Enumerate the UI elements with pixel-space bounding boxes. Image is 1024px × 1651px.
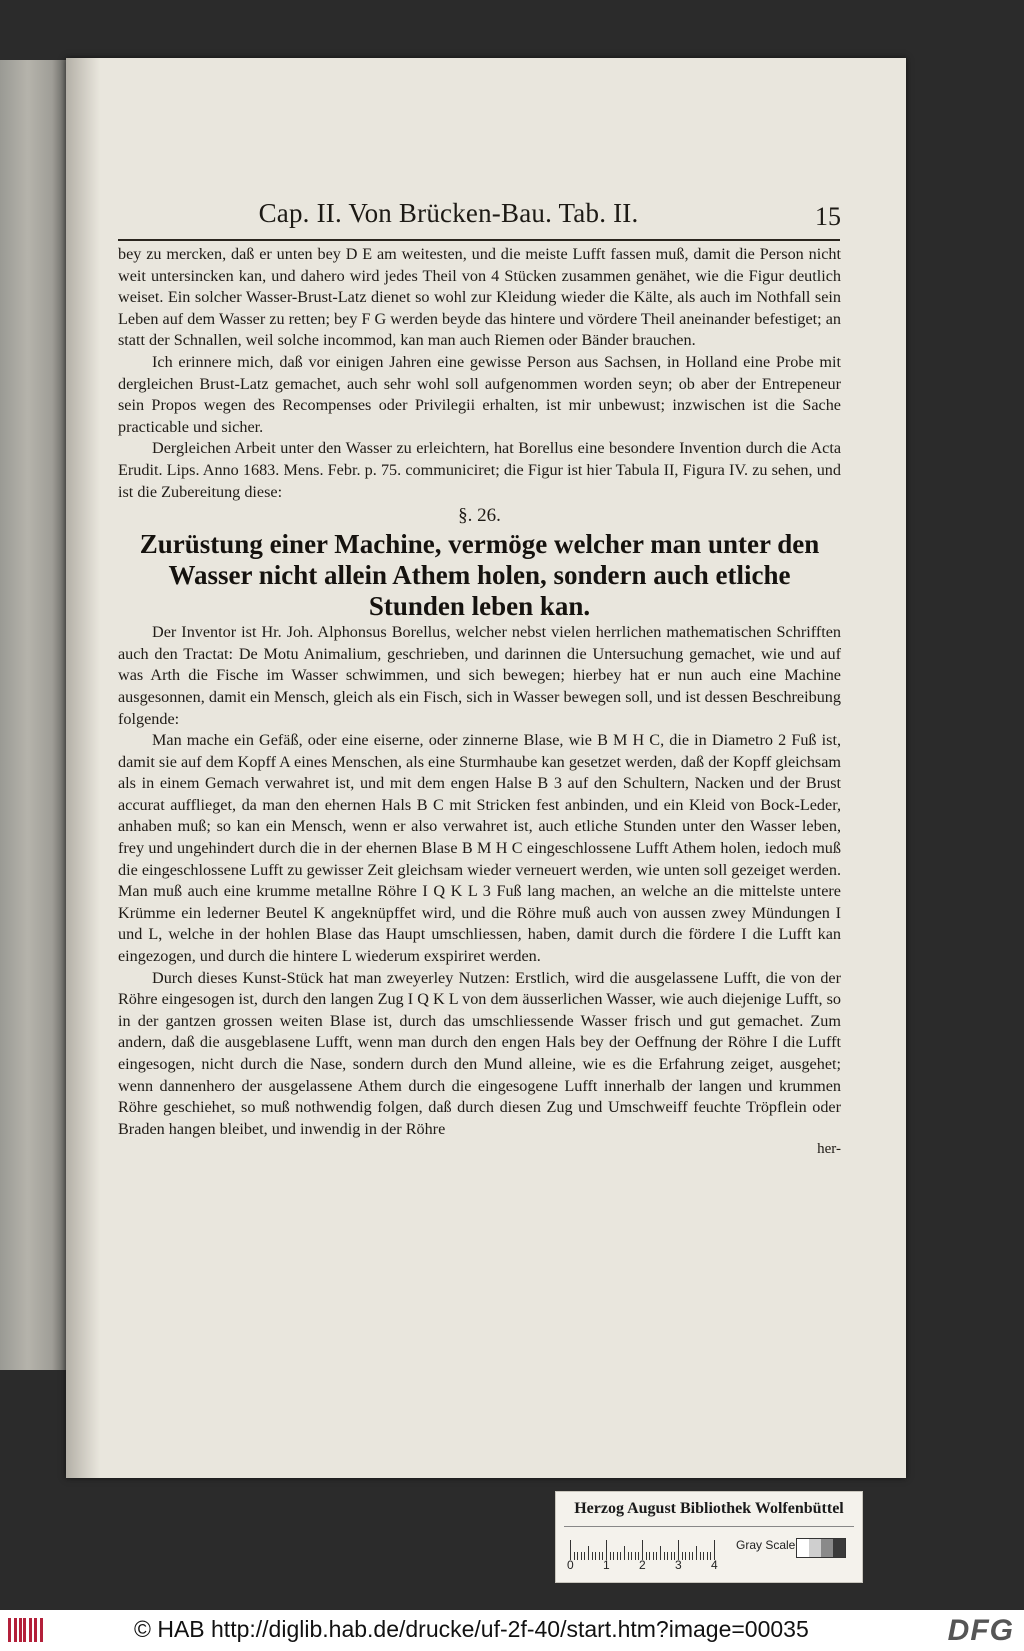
left-page-edge (0, 60, 70, 1370)
icon-stripe (8, 1618, 11, 1642)
icon-stripe (34, 1618, 37, 1642)
dfg-logo: DFG (947, 1614, 1014, 1647)
footer-bar (0, 1610, 1024, 1651)
icon-stripe (23, 1618, 26, 1642)
icon-stripe (14, 1618, 17, 1642)
section-number: §. 26. (458, 505, 501, 527)
gray-swatch (833, 1539, 845, 1557)
scale-tick (642, 1540, 643, 1560)
scale-tick (606, 1540, 607, 1560)
body-paragraph: Man mache ein Gefäß, oder eine eiserne, oder zinnerne Blase, wie B M H C, die in Diametro 2 Fuß ist, damit sie auf dem Kopff A eines Menschen, als eine Sturmhaube kan gesetzet werden, daß der Kopff gleichsam als in einem Gemach verwahret ist, und mit dem engen Halse B 3 auf den Schultern, Nacken und der Brust accurat aufflieget, da man den ehernen Hals B C mit Stricken fest anbinden, und ein Kleid von Bock-Leder, anhaben muß; so kan ein Mensch, wenn er also verwahret ist, auch etliche Stunden unter den Wasser leben, frey und ungehindert durch die in der ehernen Blase B M H C eingeschlossene Lufft Athem holen, iedoch muß die eingeschlossene Lufft zu gewisser Zeit gleichsam wieder verneuert werden, wie unten soll gezeiget werden. Man muß auch eine krumme metallne Röhre I Q K L 3 Fuß lang machen, an welche an die mittelste untere Krümme ein lederner Beutel K angeknüpffet wird, und die Röhre muß auch von aussen zwey Mündungen I und L, welche in der hohlen Blase das Haupt umschliessen, haben, damit durch die fördere I die Lufft kan eingezogen, und durch die hintere L wiederum exspiriret werden. (118, 731, 841, 966)
body-paragraph: Ich erinnere mich, daß vor einigen Jahren eine gewisse Person aus Sachsen, in Holland eine Probe mit dergleichen Brust-Latz gemachet, auch sehr wohl soll aufgenommen worden seyn; ob aber der Entrepeneur sein Propos wegen des Recompenses oder Privilegii erhalten, ist mir unbewust; inzwischen ist die Sache practicable und sicher. (118, 352, 841, 436)
icon-stripe (19, 1618, 22, 1642)
scale-tick (570, 1540, 571, 1560)
header-rule (118, 239, 840, 241)
gray-swatch (797, 1539, 809, 1557)
gray-swatch (809, 1539, 821, 1557)
footer-url[interactable]: © HAB http://diglib.hab.de/drucke/uf-2f-40/start.htm?image=00035 (134, 1616, 809, 1642)
icon-stripe (40, 1618, 43, 1642)
gray-scale-swatches (796, 1538, 846, 1558)
page-content (66, 58, 906, 1478)
catch-word: her- (817, 1141, 841, 1158)
body-paragraph: Der Inventor ist Hr. Joh. Alphonsus Borellus, welcher nebst vielen herrlichen mathematischen Schrifften auch den Tractat: De Motu Animalium, geschrieben, und darinnen die Untersuchung gemachet, wie und auf was Arth die Fische im Wasser schwimmen, und sich bewegen; hierbey hat er nun auch eine Machine ausgesonnen, damit ein Mensch, gleich als ein Fisch, sich in Wasser bewegen soll, und ist dessen Beschreibung folgende: (118, 623, 841, 728)
body-paragraph: Durch dieses Kunst-Stück hat man zweyerley Nutzen: Erstlich, wird die ausgelassene Lufft, die von der Röhre eingesogen ist, durch den langen Zug I Q K L von dem äusserlichen Wasser, wie auch diejenige Lufft, so in der gantzen grossen weiten Blase ist, durch das umschliessende Wasser frisch und gut gemachet. Zum andern, daß die ausgeblasene Lufft, wenn man durch den engen Hals bey der Oeffnung der Röhre I die Lufft eingesogen, nicht durch die Nase, sondern durch den Mund alleine, wie es die Erfahrung zeiget, ausgehet; wenn dannenhero der ausgelassene Athem durch die eingesogene Lufft innerhalb der langen und krummen Röhre geschiehet, so muß nothwendig folgen, daß durch diesen Zug und Umschweiff feuchte Tröpflein oder Braden hangen bleibet, und inwendig in der Röhre (118, 968, 841, 1138)
gray-scale-label: Gray Scale (736, 1538, 796, 1552)
scale-number: 0 (567, 1558, 574, 1572)
label-divider (564, 1526, 854, 1527)
page-number: 15 (815, 202, 841, 231)
hab-barcode-icon (8, 1618, 46, 1642)
page-body (118, 244, 841, 1158)
scale-number: 2 (639, 1558, 646, 1572)
measurement-scale (570, 1536, 720, 1560)
running-head: Cap. II. Von Brücken-Bau. Tab. II. (258, 198, 639, 228)
scale-number: 3 (675, 1558, 682, 1572)
section-heading: Zurüstung einer Machine, vermöge welcher man unter den Wasser nicht allein Athem holen, sondern auch etliche Stunden leben kan. (139, 529, 820, 622)
icon-stripe (29, 1618, 32, 1642)
scale-tick (678, 1540, 679, 1560)
library-label-card (555, 1491, 863, 1583)
body-paragraph: Dergleichen Arbeit unter den Wasser zu erleichtern, hat Borellus eine besondere Invention durch die Acta Erudit. Lips. Anno 1683. Mens. Febr. p. 75. communiciret; die Figur ist hier Tabula II, Figura IV. zu sehen, und ist die Zubereitung diese: (118, 439, 841, 501)
scale-numbers (567, 1558, 730, 1574)
page-header (116, 198, 841, 238)
body-paragraph: bey zu mercken, daß er unten bey D E am weitesten, und die meiste Lufft fassen muß, damit die Person nicht weit untersincken kan, und dahero wird jedes Theil von 4 Stücken zusammen genähet, wie die Figur deutlich weiset. Ein solcher Wasser-Brust-Latz dienet so wohl zur Kleidung wieder die Kälte, als auch im Nothfall sein Leben auf dem Wasser zu retten; bey F G werden beyde das hintere und vördere Theil aneinander befestiget; an statt der Schnallen, weil solche incommod, kan man auch Riemen oder Bänder brauchen. (118, 245, 841, 350)
scale-number: 1 (603, 1558, 610, 1572)
library-name: Herzog August Bibliothek Wolfenbüttel (574, 1500, 844, 1517)
gray-swatch (821, 1539, 833, 1557)
scale-number: 4 (711, 1558, 718, 1572)
scale-tick (714, 1540, 715, 1560)
